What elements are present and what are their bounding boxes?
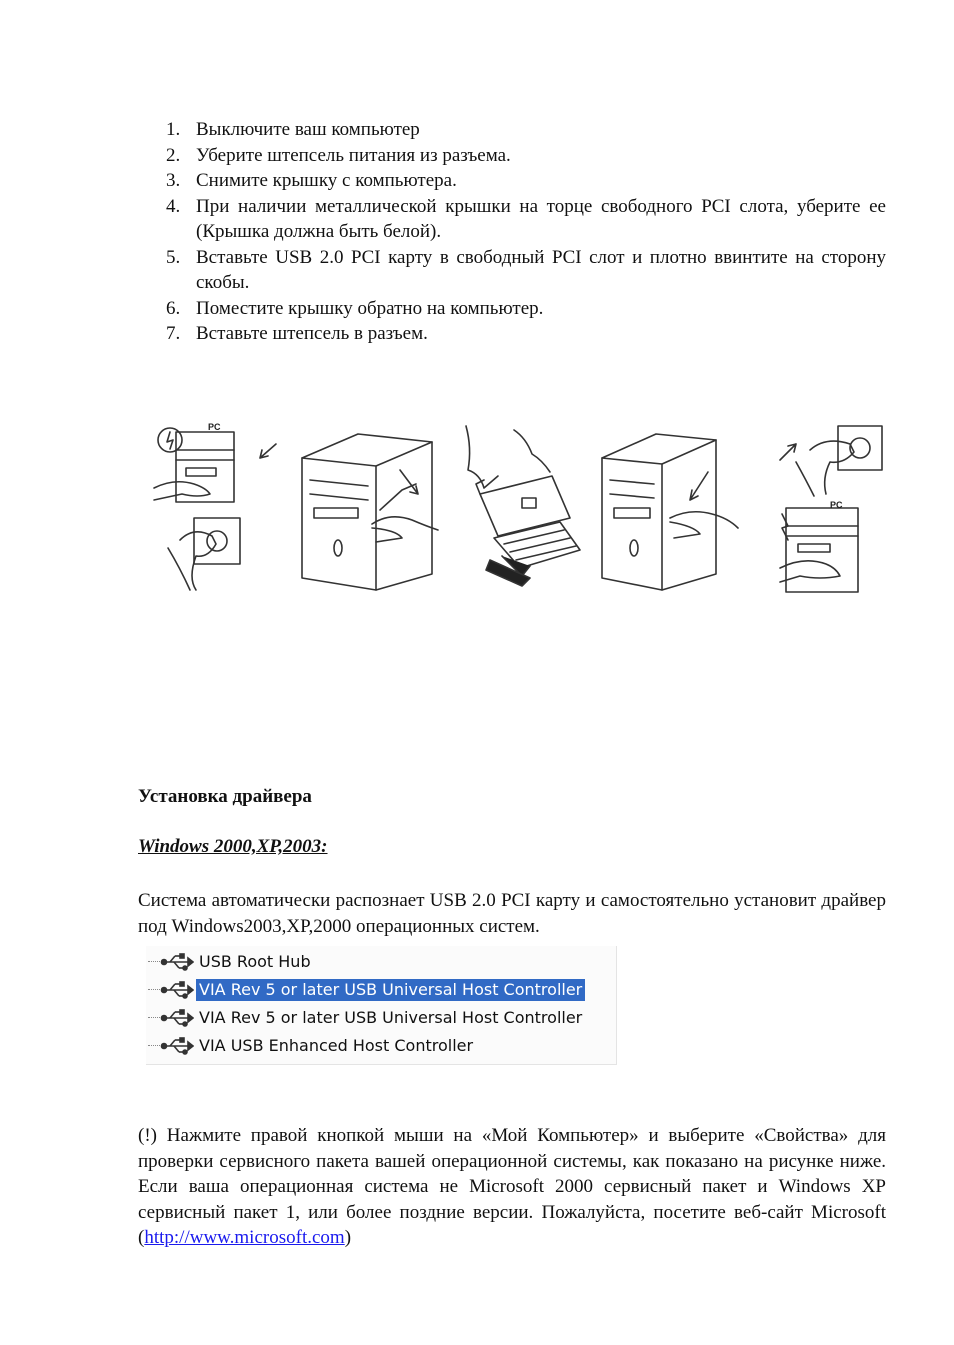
installation-steps-list (138, 117, 886, 347)
device-label: VIA Rev 5 or later USB Universal Host Controller (196, 979, 585, 1001)
device-list-item[interactable] (146, 1004, 616, 1032)
step-text: Поместите крышку обратно на компьютер. (196, 297, 544, 319)
step-item (138, 321, 886, 347)
closing-paren: ) (344, 1227, 352, 1248)
auto-detect-paragraph: Система автоматически распознает USB 2.0 PCI карту и самостоятельно установит драйвер под Windows2003,XP,2000 операционных систем. (138, 890, 886, 937)
step-number: 3. (166, 170, 181, 191)
usb-icon (160, 1007, 194, 1029)
device-list-item-selected[interactable] (146, 976, 616, 1004)
device-label: VIA USB Enhanced Host Controller (199, 1036, 474, 1055)
device-manager-list (146, 946, 617, 1065)
panel-power-off (154, 428, 276, 590)
device-label: USB Root Hub (199, 952, 311, 971)
step-number: 4. (166, 195, 181, 217)
step-item (138, 194, 886, 245)
pc-label: PC (830, 500, 843, 510)
os-heading: Windows 2000,XP,2003: (138, 836, 328, 857)
step-text: Уберите штепсель питания из разъема. (196, 144, 511, 166)
step-number: 5. (166, 246, 181, 268)
tree-connector (148, 1017, 160, 1018)
service-pack-paragraph (138, 1123, 886, 1251)
step-text: Вставьте USB 2.0 PCI карту в свободный PCI слот и плотно ввинтите на сторону скобы. (196, 246, 886, 293)
step-number: 2. (166, 144, 181, 166)
step-item (138, 143, 886, 169)
tree-connector (148, 1045, 160, 1046)
usb-icon (160, 979, 194, 1001)
installation-illustration (150, 418, 890, 598)
step-number: 7. (166, 323, 181, 344)
usb-icon (160, 1035, 194, 1057)
step-item (138, 296, 886, 322)
section-title: Установка драйвера (138, 786, 312, 807)
step-text: При наличии металлической крышки на торце свободного PCI слота, уберите ее (Крышка должна быть белой). (196, 195, 886, 242)
step-text: Вставьте штепсель в разъем. (196, 323, 428, 344)
step-text: Выключите ваш компьютер (196, 119, 420, 140)
service-pack-text: (!) Нажмите правой кнопкой мыши на «Мой Компьютер» и выберите «Свойства» для проверки сервисного пакета вашей операционной системы, как показано на рисунке ниже. Если ваша операционная система не Microsoft 2000 сервисный пакет и Windows XP сервисный пакет 1, или более поздние версии. Пожалуйста, посетите веб-сайт Microsoft ( (138, 1125, 886, 1248)
device-label: VIA Rev 5 or later USB Universal Host Controller (199, 1008, 583, 1027)
step-number: 1. (166, 119, 181, 140)
panel-remove-cover (302, 434, 438, 590)
step-number: 6. (166, 297, 181, 319)
device-list-item[interactable] (146, 1032, 616, 1060)
step-item (138, 245, 886, 296)
microsoft-link[interactable]: http://www.microsoft.com (144, 1227, 345, 1248)
panel-insert-card (466, 426, 580, 586)
step-item (138, 117, 886, 143)
tree-connector (148, 989, 160, 990)
device-list-item[interactable] (146, 948, 616, 976)
step-text: Снимите крышку с компьютера. (196, 170, 457, 191)
tree-connector (148, 961, 160, 962)
usb-icon (160, 951, 194, 973)
pc-label: PC (208, 422, 221, 432)
panel-replace-cover (602, 434, 738, 590)
step-item (138, 168, 886, 194)
